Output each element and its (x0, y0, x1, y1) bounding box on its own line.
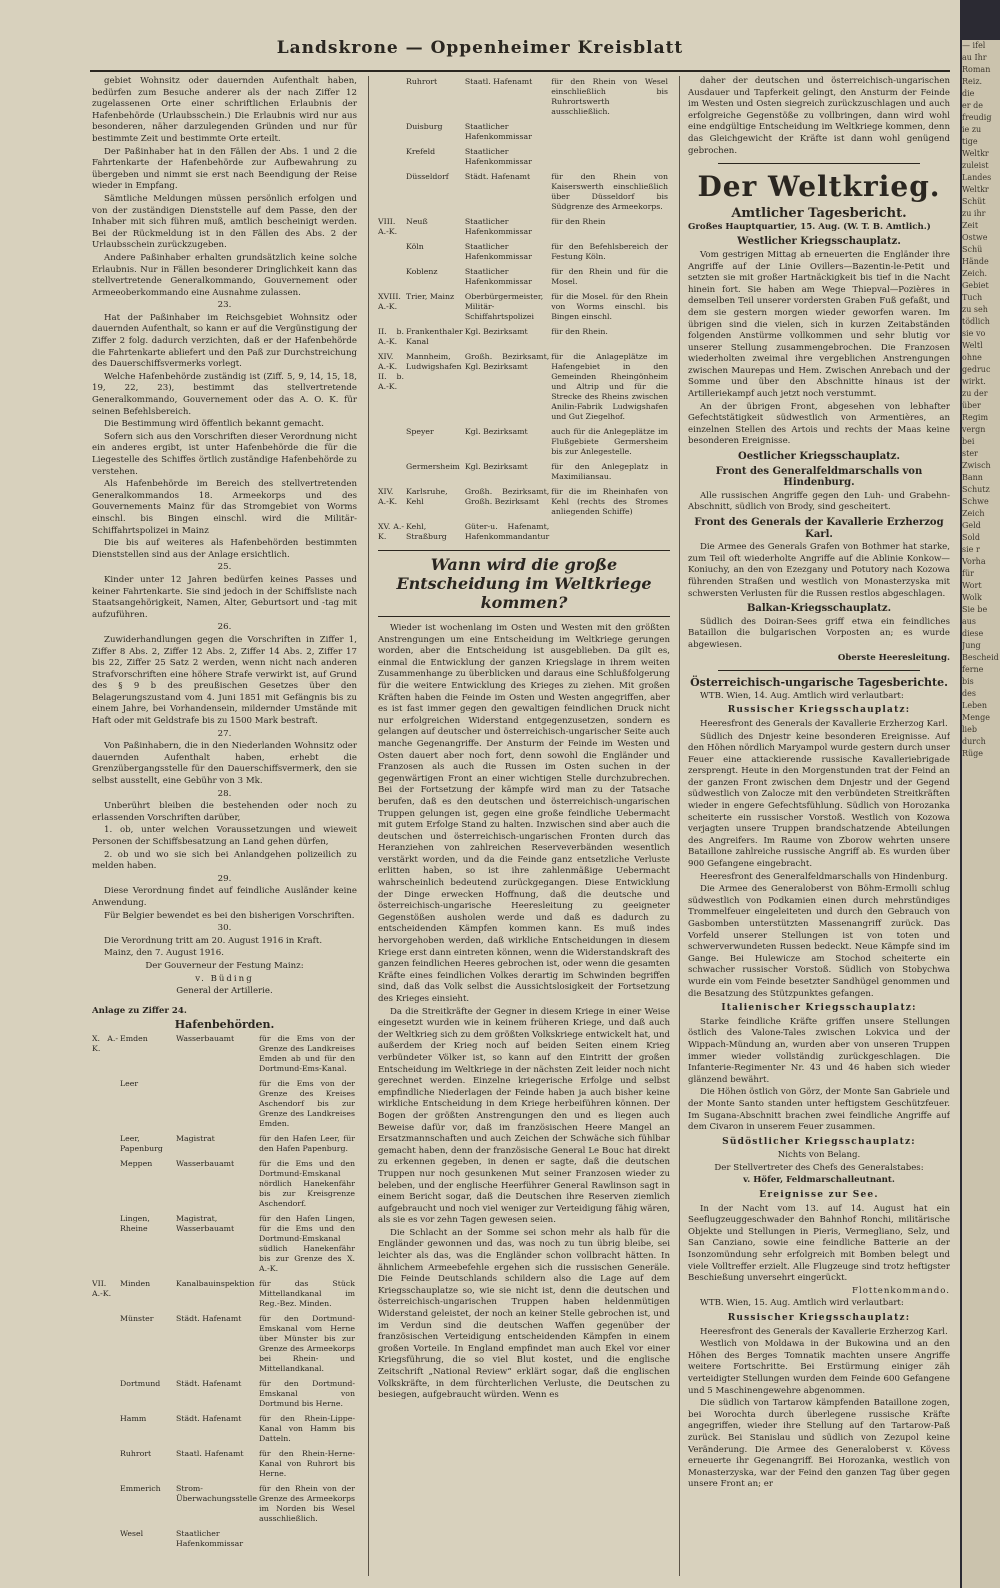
column-divider (368, 76, 369, 1576)
table-cell: für den Dortmund-Emskanal vom Herne über Münster bis zur Grenze des Armeekorps bei Rhein- und Mittellandkanal. (259, 1313, 355, 1373)
section-28 (92, 801, 357, 873)
table-cell: Staatlicher Hafenkommissar (464, 147, 532, 166)
strip-fragment: Hände (962, 257, 989, 266)
strip-fragment: lieb (962, 725, 977, 734)
strip-fragment: Schü (962, 245, 983, 254)
strip-fragment: Menge (962, 713, 990, 722)
paragraph: 2. ob und wo sie sich bei Anlandgehen polizeilich zu melden haben. (92, 849, 357, 872)
strip-fragment: Weltl (962, 341, 983, 350)
column-2 (378, 76, 670, 1576)
table-row (378, 121, 670, 146)
table-cell: für die Mosel. für den Rhein von Worms einschl. bis Bingen einschl. (551, 292, 668, 321)
front-heading: Oestlicher Kriegsschauplatz. (738, 451, 900, 463)
table-cell: für den Hafen Lingen, für die Ems und den Dortmund-Emskanal südlich Hanekenfähr bis zur Grenze des X. A.-K. (259, 1213, 355, 1273)
paragraph: Die Höhen östlich von Görz, der Monte San Gabriele und der Monte Santo standen unter heftigstem Geschützfeuer. Im Sugana-Abschnitt brachen zwei feindliche Angriffe auf dem Civaron in unserem Feuer zusammen. (688, 1087, 950, 1133)
table-cell: für den Rhein. (551, 327, 608, 336)
paragraph: Die Armee des Generaloberst von Böhm-Ermolli schlug südwestlich von Podkamien einen durch mehrstündiges Trommelfeuer eingeleiteten und durch den Gebrauch von Gasbomben unterstützten Massenangriff zurück. Das Vorfeld unserer Stellungen ist von toten und schwerverwundeten Russen bedeckt. Neue Kämpfe sind im Gange. Bei Hulewicze am Stochod scheiterte ein schwacher russischer Vorstoß. Südlich von Stobychwa wurde ein vom Feinde besetzter Sandhügel genommen und die Besatzung des Stützpunktes gefangen. (688, 884, 950, 999)
table-cell: Staatlicher Hafenkommissar (464, 242, 532, 261)
strip-fragment: Landes (962, 173, 992, 182)
section-number: 25. (217, 562, 232, 573)
table-cell: Duisburg (406, 122, 443, 131)
table-row (92, 1313, 357, 1378)
paragraph: Zuwiderhandlungen gegen die Vorschriften in Ziffer 1, Ziffer 8 Abs. 2, Ziffer 12 Abs. 2, Ziffer 14 Abs. 2, Ziffer 17 bis 22, Ziffer 25 Satz 2 werden, wenn nicht nach anderen Strafvorschriften eine höhere Strafe verwirkt ist, auf Grund des § 9 b des preußischen Gesetzes über den Belagerungszustand vom 4. Juni 1851 mit Gefängnis bis zu einem Jahre, bei Vorhandensein, mildernder Umstände mit Haft oder mit Geldstrafe bis zu 1500 Mark bestraft. (92, 634, 357, 727)
table-cell (378, 146, 406, 171)
table-cell: Großh. Bezirksamt, Großh. Bezirksamt (464, 487, 550, 506)
table-cell: Speyer (406, 427, 434, 436)
table-cell: Städt. Hafenamt (176, 1313, 242, 1323)
strip-fragment: er de (962, 101, 983, 110)
strip-fragment: ohne (962, 353, 982, 362)
table-cell: Staatlicher Hafenkommissar (464, 217, 532, 236)
table-cell: für das Stück Mittellandkanal im Reg.-Bez. Minden. (259, 1278, 355, 1308)
strip-fragment: Wort (962, 581, 982, 590)
table-cell: Minden (120, 1278, 151, 1288)
table-cell: Großh. Bezirksamt, Kgl. Bezirksamt (464, 352, 550, 371)
table-cell (551, 146, 670, 171)
strip-fragment: Sie be (962, 605, 988, 614)
table-cell: Kgl. Bezirksamt (464, 427, 528, 436)
strip-fragment: diese (962, 629, 984, 638)
table-cell: XIV. A.-K. (378, 487, 398, 506)
table-cell: Magistrat (176, 1133, 215, 1143)
strip-fragment: für (962, 569, 974, 578)
paragraph: Westlich von Moldawa in der Bukowina und an den Höhen des Berges Tomnatik machten unsere Angriffe weitere Fortschritte. Bei Erstürmung einiger zäh verteidigter Stellungen wurden dem Feinde 600 Gefangene und 5 Maschinengewehre abgenommen. (688, 1339, 950, 1396)
table-cell: für den Dortmund-Emskanal von Dortmund bis Herne. (259, 1378, 355, 1408)
strip-fragment: tige (962, 137, 978, 146)
masthead-rule (90, 70, 950, 72)
table-cell: Karlsruhe, Kehl (406, 487, 448, 506)
divider (718, 163, 920, 164)
sea-heading: Ereignisse zur See. (759, 1190, 879, 1201)
east-report-2: Die Armee des Generals Grafen von Bothmer hat starke, zum Teil oft wiederholte Angriffe auf die Ablinie Konkow—Koniuchy, an den von Ezezgany und Potutory nach Kozowa führenden Straßen und westlich von Monasterzyska mit schwersten Verlusten für die Russen restlos abgeschlagen. (688, 542, 950, 599)
section-number: 26. (217, 622, 232, 633)
table-cell (92, 1078, 120, 1133)
table-cell: für den Befehlsbereich der Festung Köln. (551, 242, 668, 261)
annex-label: Anlage zu Ziffer 24. (92, 1005, 187, 1016)
divider (718, 670, 920, 671)
paragraph: Hat der Paßinhaber im Reichsgebiet Wohnsitz oder dauernden Aufenthalt, so kann er auf die Vergünstigung der Ziffer 2 folg. dadurch verzichten, daß er der Hafenbehörde die Fahrtenkarte abliefert und den Paß zur Durchstreichung des Dauerschiffsvermerks vorlegt. (92, 312, 357, 370)
section-30 (92, 936, 357, 960)
strip-fragment: ie zu (962, 125, 982, 134)
table-cell: für die im Rheinhafen von Kehl (rechts des Stromes anliegenden Schiffe) (551, 487, 668, 516)
table-cell: Frankenthaler Kanal (406, 327, 463, 346)
table-row (92, 1378, 357, 1413)
strip-fragment: Bescheid (962, 653, 999, 662)
strip-fragment: die (962, 89, 975, 98)
strip-fragment: Schüt (962, 197, 986, 206)
ordinance-text (92, 76, 357, 299)
table-cell: für den Rhein (551, 217, 606, 226)
table-cell: Neuß (406, 217, 428, 226)
table-cell: Köln (406, 242, 424, 251)
strip-fragment: Reiz. (962, 77, 983, 86)
front-heading: Italienischer Kriegsschauplatz: (721, 1003, 917, 1014)
table-cell: Staatl. Hafenamt (464, 77, 533, 86)
table-row (378, 426, 670, 461)
table-cell: für die Ems von der Grenze des Landkreises Emden ab und für den Dortmund-Ems-Kanal. (259, 1033, 355, 1073)
table-cell: Mannheim, Ludwigshafen (406, 352, 462, 371)
table-cell (378, 426, 406, 461)
table-cell: Oberbürgermeister, Militär-Schiffahrtspolizei (464, 292, 544, 321)
table-cell: XVIII. A.-K. (378, 292, 401, 311)
strip-fragment: bis (962, 677, 974, 686)
paragraph: Mainz, den 7. August 1916. (104, 948, 224, 959)
table-cell: Staatlicher Hafenkommissar (176, 1528, 244, 1548)
column-3 (688, 76, 950, 1576)
table-cell: Dortmund (120, 1378, 161, 1388)
table-row (378, 146, 670, 171)
table-cell: VII. A.-K. (92, 1278, 112, 1298)
table-cell: Städt. Hafenamt (176, 1413, 242, 1423)
table-cell: auch für die Anlegeplätze im Flußgebiete Germersheim bis zur Anlegestelle. (551, 427, 668, 456)
table-cell: Meppen (120, 1158, 153, 1168)
table-cell (378, 461, 406, 486)
strip-fragment: Zeich. (962, 269, 988, 278)
paragraph: Heeresfront des Generalfeldmarschalls von Hindenburg. (700, 871, 948, 882)
strip-fragment: Rüge (962, 749, 984, 758)
strip-fragment: Geld (962, 521, 981, 530)
harbor-authorities-table-cont (378, 76, 670, 546)
table-cell: Magistrat, Wasserbauamt (176, 1213, 235, 1233)
balkan-report: Südlich des Doiran-Sees griff etwa ein feindliches Bataillon die bulgarischen Vorposten an; es wurde abgewiesen. (688, 616, 950, 650)
table-cell (92, 1213, 120, 1278)
table-cell: Staatlicher Hafenkommissar (464, 122, 532, 141)
paragraph: Die Schlacht an der Somme sei schon mehr als halb für die Engländer gewonnen und das, was noch zu tun übrig bleibe, sei leichter als das, was die Engländer schon vollbracht hätten. In ähnlichem Armeebefehle ergehen sich die russischen Generäle. Die Feinde Deutschlands schildern also die Lage auf dem Kriegsschauplatze so, wie sie nicht ist, denn die deutschen und österreichisch-ungarischen Truppen haben heldenmütigen Widerstand geleistet, der noch an keiner Stelle gebrochen ist, und im Verdun sind die deutschen Waffen gegenüber der französischen Verteidigung entscheidenden Kämpfen in einem großen Vorteile. In England empfindet man auch Ekel vor einer Kriegsführung, die so viel Blut kostet, und die englische Zeitschrift „National Review“ erklärt sogar, daß die englischen Volkskräfte, in dem fürchterlichen Verluste, die Deutschen zu besiegen, aufgebraucht würden. Wenn es (378, 1227, 670, 1401)
strip-fragment: zuleist (962, 161, 989, 170)
paragraph: Unberührt bleiben die bestehenden oder noch zu erlassenden Vorschriften darüber, (92, 801, 357, 823)
table-cell (378, 241, 406, 266)
strip-fragment: sie r (962, 545, 980, 554)
section-26 (92, 635, 357, 728)
table-row (92, 1033, 357, 1078)
front-subheading: Front des Generals der Kavallerie Erzherzog Karl. (694, 517, 944, 540)
table-cell: Staatlicher Hafenkommissar (464, 267, 532, 286)
table-cell: für die Ems und den Dortmund-Emskanal nördlich Hanekenfähr bis zur Kreisgrenze Aschendorf. (259, 1158, 355, 1208)
table-row (378, 461, 670, 486)
table-cell (551, 121, 670, 146)
table-cell: Leer (120, 1078, 139, 1088)
table-row (92, 1158, 357, 1213)
table-row (378, 521, 670, 546)
table-cell: Kgl. Bezirksamt (464, 462, 528, 471)
fleet-command-signature: Flottenkommando. (851, 1285, 950, 1296)
table-cell: Hamm (120, 1413, 147, 1423)
paragraph: An der übrigen Front, abgesehen von lebhafter Gefechtstätigkeit südwestlich von Armentières, an einzelnen Stellen des Artois und rechts der Maas keine besonderen Ereignisse. (688, 401, 950, 447)
table-cell (551, 521, 670, 546)
report-heading: Österreichisch-ungarische Tagesberichte. (690, 676, 948, 690)
table-cell: Leer, Papenburg (120, 1133, 163, 1153)
table-cell: Kgl. Bezirksamt (464, 327, 528, 336)
strip-fragment: wirkt. (962, 377, 986, 386)
table-row (378, 326, 670, 351)
section-23 (92, 313, 357, 561)
section-number: 28. (217, 788, 232, 799)
report-signature: Oberste Heeresleitung. (837, 652, 950, 663)
table-cell (378, 76, 406, 121)
strip-fragment: ferne (962, 665, 984, 674)
front-heading: Südöstlicher Kriegsschauplatz: (722, 1136, 916, 1147)
strip-fragment: Bann (962, 473, 983, 482)
paragraph: Wieder ist wochenlang im Osten und Westen mit den größten Anstrengungen um eine Entscheidung im Weltkriege gerungen worden, aber die Entscheidung ist ausgeblieben. Da gilt es, einmal die Entwicklung der ganzen Kriegslage in ihrem weiten Zusammenhange zu überblicken und daraus eine Schlußfolgerung für die weitere Entwicklung des Krieges zu ziehen. Mit großen Kräften haben die Feinde im Osten und Westen angegriffen, aber es ist fast immer gegen den gewaltigen feindlichen Druck nicht nur erfolgreichen Widerstand entgegenzusetzen, sondern es gelangen auf deutscher und österreichisch-ungarischer Seite auch manche Gegenangriffe. Der Ansturm der Feinde im Westen und Osten dauert aber noch fort, denn sowohl die Engländer und Franzosen als auch die Russen im Osten suchen in der gegenwärtigen Front an einer wichtigen Stelle durchzubrechen. Bei der Fortsetzung der kämpfe wird man zu der Tatsache berufen, daß es den deutschen und österreichisch-ungarischen Truppen gelungen ist, gegen eine große feindliche Uebermacht mit gutem Erfolge Stand zu halten. Inzwischen sind aber auch die deutschen und österreichisch-ungarischen Fronten durch das Heranziehen von zahlreichen Reserveverbänden wesentlich verstärkt worden, und da die Feinde ganz entsetzliche Verluste erlitten haben, so ist ihre zahlenmäßige Uebermacht wahrscheinlich bedeutend zurückgegangen. Diese Entwicklung der Dinge erwecken Hoffnung, daß die deutsche und österreichisch-ungarische Heeresleitung zu geeigneter Gegenstößen ausholen werde und daß es dadurch zu entscheidenden Kämpfen kommen kann. Es muß indes hervorgehoben werden, daß wirkliche Entscheidungen in diesem Kriege erst dann eintreten können, wenn die Widerstandskraft des ganzen feindlichen Heeres gebrochen ist, oder wenn die gesamten Kräfte eines feindlichen Volkes derartig im Schwinden begriffen sind, daß das Volk selbst die Aussichtslosigkeit der Fortsetzung des Krieges einsieht. (378, 623, 670, 1004)
table-cell (92, 1313, 120, 1378)
strip-fragment: zu ihr (962, 209, 986, 218)
table-cell: II. b. A.-K. (378, 327, 404, 346)
table-cell: für den Anlegeplatz in Maximiliansau. (551, 462, 668, 481)
table-cell: Krefeld (406, 147, 436, 156)
table-cell: Güter-u. Hafenamt, Hafenkommandantur (464, 522, 550, 541)
paragraph: 1. ob, unter welchen Voraussetzungen und wieweit Personen der Schiffsbesatzung an Land gehen dürfen, (92, 825, 357, 847)
report-signature-name: v. Höfer, Feldmarschalleutnant. (743, 1175, 895, 1186)
table-cell (378, 171, 406, 216)
strip-fragment: Vorha (962, 557, 986, 566)
strip-fragment: des (962, 689, 976, 698)
annex-title: Hafenbehörden. (174, 1018, 275, 1032)
front-heading: Russischer Kriegsschauplatz: (727, 705, 911, 716)
table-cell (92, 1158, 120, 1213)
paragraph: Die Verordnung tritt am 20. August 1916 in Kraft. (104, 935, 323, 946)
strip-fragment: — ifel (962, 41, 986, 50)
strip-fragment: tödlich (962, 317, 990, 326)
table-cell: für den Rhein von der Grenze des Armeekorps im Norden bis Wesel ausschließlich. (259, 1483, 355, 1523)
column-1 (92, 76, 357, 1576)
strip-fragment: Leben (962, 701, 988, 710)
paragraph: Sofern sich aus den Vorschriften dieser Verordnung nicht ein anderes ergibt, ist unter Hafenbehörde die für die Liegestelle des Schiffes örtlich zuständige Hafenbehörde zu verstehen. (92, 431, 357, 477)
strip-fragment: Zwisch (962, 461, 991, 470)
strip-fragment: über (962, 401, 981, 410)
signature-rank: General der Artillerie. (176, 986, 273, 997)
front-heading: Balkan-Kriegsschauplatz. (746, 603, 892, 615)
table-row (378, 266, 670, 291)
paragraph: Sämtliche Meldungen müssen persönlich erfolgen und von der zuständigen Dienststelle auf dem Passe, den der Inhaber mit sich führen muß, amtlich bescheinigt werden. Bei der Rückmeldung ist in den Fällen des Abs. 2 der Urlaubsschein zurückzugeben. (92, 193, 357, 251)
paragraph: Als Hafenbehörde im Bereich des stellvertretenden Generalkommandos 18. Armeekorps und des Gouvernements Mainz für das Stromgebiet von Worms einschl. bis Bingen einschl. wird die Militär-Schiffahrtspolizei in Mainz (92, 479, 357, 536)
table-row (378, 351, 670, 426)
strip-fragment: au Ihr (962, 53, 987, 62)
table-cell (176, 1078, 259, 1133)
paragraph: Die südlich von Tartarow kämpfenden Bataillone zogen, bei Worochta durch überlegene russische Kräfte angegriffen, wieder ihre Stellung auf den Tartarow-Paß zurück. Bei Stanislau und südlich von Zezupol keine Veränderung. Die Armee des Generaloberst v. Kövess erneuerte ihr Gegenangriff. Bei Horozanka, westlich von Monasterzyska, war der Feind den ganzen Tag über gegen unsere Front an; er (688, 1398, 950, 1490)
table-cell (92, 1133, 120, 1158)
section-25 (92, 575, 357, 621)
table-cell: Kehl, Straßburg (406, 522, 447, 541)
table-cell: Münster (120, 1313, 154, 1323)
table-cell: Emden (120, 1033, 148, 1043)
table-cell: für die Anlageplätze im Hafengebiet in den Gemeinden Rheingönheim und Altrip und für die Strecke des Rheins zwischen Anilin-Fabrik Ludwigshafen und Gut Ziegelhof. (551, 352, 668, 421)
table-row (378, 216, 670, 241)
table-row (92, 1078, 357, 1133)
column-divider (679, 76, 680, 1576)
italian-front-report (688, 1017, 950, 1134)
paragraph: Heeresfront des Generals der Kavallerie Erzherzog Karl. (700, 1326, 948, 1337)
table-cell: Trier, Mainz (406, 292, 455, 301)
strip-fragment: Wolk (962, 593, 982, 602)
table-row (378, 171, 670, 216)
table-cell: Wesel (120, 1528, 144, 1538)
paragraph: Da die Streitkräfte der Gegner in diesem Kriege in einer Weise eingesetzt wurden wie in keinem früheren Kriege, und daß auch der Weltkrieg sich zu dem größten Volkskriege entwickelt hat, und außerdem der Krieg noch auf beiden Seiten einem Krieg verbündeter Völker ist, so kann auf den Eintritt der großen Entscheidung im Weltkriege in der nächsten Zeit leider noch nicht gerechnet werden. Einzelne kriegerische Erfolge und selbst empfindliche Niederlagen der Feinde haben ja auch bisher keine wirkliche Entscheidung in dem Kriege herbeiführen können. Der Bogen der größten Anstrengungen den und es liegen auch Beweise dafür vor, daß im französischen Heere Mangel an Ersatzmannschaften und auch Zeichen der Schwäche sich fühlbar gemacht haben, denn der französische General Le Bouc hat direkt zu erkennen gegeben, in denen er sagte, daß die deutschen Truppen nur noch gesunkenen Mut seiner Franzosen wieder zu beleben, und der englische Heerführer General Rawlinson sagt in einem Bericht sogar, daß die Deutschen ihre Reserven ziemlich aufgebraucht und noch viel weniger zur Verteidigung fähig wären, als sie es vor zehn Tagen gewesen seien. (378, 1006, 670, 1226)
paragraph: gebiet Wohnsitz oder dauernden Aufenthalt haben, bedürfen zum Besuche anderer als der nach Ziffer 12 zugelassenen Orte einer schriftlichen Erlaubnis der Hafenbehörde (Urlaubsschein.) Die Erlaubnis wird nur aus besonderen, näher darzulegenden Gründen und nur für bestimmte Zeit und bestimmte Orte erteilt. (92, 76, 357, 144)
strip-fragment: Zeit (962, 221, 979, 230)
table-row (378, 241, 670, 266)
section-27 (92, 741, 357, 787)
table-cell: Wasserbauamt (176, 1033, 235, 1043)
table-cell (92, 1448, 120, 1483)
table-cell: für den Rhein von Wesel einschließlich bis Ruhrortswerth ausschließlich. (551, 77, 668, 116)
table-cell: Lingen, Rheine (120, 1213, 150, 1233)
table-cell (259, 1528, 357, 1553)
paragraph: Vom gestrigen Mittag ab erneuerten die Engländer ihre Angriffe auf der Linie Ovillers—Bazentin-le-Petit und setzten sie mit großer Hartnäckigkeit bis tief in die Nacht hinein fort. Sie haben am Wege Thiepval—Pozières in demselben Teil unserer vordersten Graben Fuß gefaßt, und dem sie gestern morgen wieder geworfen waren. Im übrigen sind die vielen, sich in kurzen Zeitabständen folgenden Anstürme vollkommen und sehr blutig vor unserer Stellung zusammengebrochen. Die Franzosen wiederholten zweimal ihre vergeblichen Anstrengungen zwischen Maurepas und Hem. Zwischen Anrebach und der Somme und über den Abschnitte hinaus ist der Artilleriekampf auch jetzt noch verstummt. (688, 249, 950, 400)
table-cell (92, 1378, 120, 1413)
masthead: Landskrone — Oppenheimer Kreisblatt (276, 38, 684, 58)
southeast-report: Nichts von Belang. (777, 1150, 861, 1161)
paragraph: Für Belgier bewendet es bei den bisherigen Vorschriften. (104, 910, 355, 921)
table-cell (92, 1483, 120, 1528)
paragraph: Heeresfront des Generals der Kavallerie Erzherzog Karl. (700, 718, 948, 729)
table-cell (378, 266, 406, 291)
strip-fragment: aus (962, 617, 977, 626)
section-number: 30. (217, 923, 232, 934)
table-cell: VIII. A.-K. (378, 217, 398, 236)
table-cell: für den Rhein-Lippe-Kanal von Hamm bis Datteln. (259, 1413, 355, 1443)
strip-fragment: Schutz (962, 485, 990, 494)
report-signature: Der Stellvertreter des Chefs des Generalstabes: (714, 1162, 924, 1173)
paragraph: Welche Hafenbehörde zuständig ist (Ziff. 5, 9, 14, 15, 18, 19, 22, 23), bestimmt das stellvertretende Generalkommando, Gouvernement oder das A. O. K. für seinen Befehlsbereich. (92, 371, 357, 417)
table-cell (92, 1413, 120, 1448)
strip-fragment: Zeich (962, 509, 985, 518)
table-cell (92, 1528, 120, 1553)
strip-fragment: Ostwe (962, 233, 988, 242)
table-cell: für den Hafen Leer, für den Hafen Papenburg. (259, 1133, 355, 1153)
strip-fragment: Regim (962, 413, 989, 422)
front-subheading: Front des Generalfeldmarschalls von Hindenburg. (715, 465, 923, 489)
table-row (92, 1278, 357, 1313)
front-heading: Russischer Kriegsschauplatz: (727, 1313, 911, 1323)
report-heading: Amtlicher Tagesbericht. (731, 206, 907, 222)
paragraph: Andere Paßinhaber erhalten grundsätzlich keine solche Erlaubnis. Nur in Fällen besonderer Dringlichkeit kann das stellvertretende Generalkommando, Gouvernement oder Armeeoberkommando eine Ausnahme zulassen. (92, 252, 357, 298)
strip-fragment: Tuch (962, 293, 983, 302)
table-row (92, 1213, 357, 1278)
strip-fragment: Gebiet (962, 281, 989, 290)
article-body (378, 623, 670, 1402)
table-cell: Koblenz (406, 267, 438, 276)
strip-fragment: Schwe (962, 497, 989, 506)
strip-fragment: Weltkr (962, 149, 989, 158)
table-row (378, 291, 670, 326)
paragraph: Diese Verordnung findet auf feindliche Ausländer keine Anwendung. (92, 886, 357, 908)
strip-fragment: gedruc (962, 365, 991, 374)
table-cell: X. A.-K. (92, 1033, 118, 1053)
strip-fragment: Roman (962, 65, 991, 74)
section-number: 29. (217, 873, 232, 884)
strip-fragment: Weltkr (962, 185, 989, 194)
table-row (378, 486, 670, 521)
table-row (92, 1528, 357, 1553)
table-row (92, 1483, 357, 1528)
section-29 (92, 886, 357, 922)
austrian-report-1 (688, 719, 950, 1000)
table-cell: für den Rhein von Kaiserswerth einschließlich über Düsseldorf bis Südgrenze des Armeekorps. (551, 172, 668, 211)
table-cell: für die Ems von der Grenze des Kreises Aschendorf bis zur Grenze des Landkreises Emden. (259, 1078, 355, 1128)
strip-fragment: zu seh (962, 305, 988, 314)
paragraph: Von Paßinhabern, die in den Niederlanden Wohnsitz oder dauernden Aufenthalt haben, erhebt die Grenzübergangsstelle für den Dauerschiffsvermerk, den sie selbst ausstellt, eine Gebühr von 3 Mk. (92, 741, 357, 787)
harbor-authorities-table (92, 1033, 357, 1553)
strip-fragment: durch (962, 737, 986, 746)
strip-fragment: Jung (962, 641, 981, 650)
table-cell: für den Rhein-Herne-Kanal von Ruhrort bis Herne. (259, 1448, 355, 1478)
table-cell: Städt. Hafenamt (176, 1378, 242, 1388)
table-cell: Düsseldorf (406, 172, 449, 181)
table-cell: XV. A.-K. (378, 522, 404, 541)
table-cell: XIV. A.-K. II. b. A.-K. (378, 352, 404, 391)
west-report (688, 250, 950, 448)
strip-fragment: freudig (962, 113, 992, 122)
table-cell: Germersheim (406, 462, 460, 471)
strip-fragment: vergn (962, 425, 986, 434)
dateline: Großes Hauptquartier, 15. Aug. (W. T. B. Amtlich.) (688, 221, 931, 232)
paragraph: Kinder unter 12 Jahren bedürfen keines Passes und keiner Fahrtenkarte. Sie sind jedoch in der Schiffsliste nach Staatsangehörigkeit, Namen, Alter, Geburtsort und -tag mit aufzuführen. (92, 574, 357, 620)
table-cell: Wasserbauamt (176, 1158, 235, 1168)
table-row (92, 1133, 357, 1158)
signature-name: v. Büding (195, 973, 254, 984)
table-cell: Ruhrort (406, 77, 438, 86)
table-cell: Strom-Überwachungsstelle (176, 1483, 257, 1503)
paragraph: Die Bestimmung wird öffentlich bekannt gemacht. (104, 419, 325, 430)
table-cell: Staatl. Hafenamt (176, 1448, 244, 1458)
dateline: WTB. Wien, 14. Aug. Amtlich wird verlautbart: (700, 690, 904, 701)
paragraph: Die bis auf weiteres als Hafenbehörden bestimmten Dienststellen sind aus der Anlage ersichtlich. (92, 538, 357, 560)
dateline: WTB. Wien, 15. Aug. Amtlich wird verlautbart: (700, 1298, 904, 1309)
section-number: 23. (217, 300, 232, 311)
section-number: 27. (217, 728, 232, 739)
next-page-edge (962, 40, 1000, 1588)
austrian-report-2 (688, 1327, 950, 1491)
paragraph: Der Paßinhaber hat in den Fällen der Abs. 1 und 2 die Fahrtenkarte der Hafenbehörde zur Aufbewahrung zu übergeben und nimmt sie erst nach Beendigung der Reise wieder in Empfang. (92, 146, 357, 192)
table-cell (378, 121, 406, 146)
east-report-1: Alle russischen Angriffe gegen den Luh- und Grabehn-Abschnitt, südlich von Brody, sind gescheitert. (688, 490, 950, 513)
strip-fragment: sie vo (962, 329, 986, 338)
strip-fragment: bei (962, 437, 975, 446)
front-heading: Westlicher Kriegsschauplatz. (737, 236, 901, 248)
paragraph: Starke feindliche Kräfte griffen unsere Stellungen östlich des Valone-Tales zwischen Lokvica und der Wippach-Mündung an, wurden aber von unseren Truppen immer wieder vollständig zurückgeschlagen. Die Infanterie-Regimenter Nr. 43 und 46 haben sich wieder glänzend bewährt. (688, 1016, 950, 1085)
table-cell: für den Rhein und für die Mosel. (551, 267, 668, 286)
section-heading-weltkrieg: Der Weltkrieg. (697, 170, 941, 204)
sea-report: In der Nacht vom 13. auf 14. August hat ein Seeflugzeuggeschwader den Bahnhof Ronchi, militärische Objekte und Stellungen in Pieris, Vermegliano, Selz, und San Canziano, sowie eine feindliche Batterie an der Isonzomündung sehr erfolgreich mit Bomben belegt und viele Volltreffer erzielt. Alle Flugzeuge sind trotz heftigster Beschießung unversehrt eingerückt. (688, 1203, 950, 1284)
table-row (92, 1413, 357, 1448)
signature-line: Der Gouverneur der Festung Mainz: (145, 960, 304, 971)
strip-fragment: Sold (962, 533, 980, 542)
table-row (92, 1448, 357, 1483)
table-row (378, 76, 670, 121)
table-cell: Emmerich (120, 1483, 161, 1493)
paragraph: Südlich des Dnjestr keine besonderen Ereignisse. Auf den Höhen nördlich Maryampol wurde gestern durch unser Feuer eine attackierende russische Kavalleriebrigade zersprengt. Heute in den Morgenstunden trat der Feind an der ganzen Front zwischen dem Dnjestr und der Gegend südwestlich von Zalocze mit den verbündeten Streitkräften wieder in engere Gefechtsfühlung. Südlich von Horozanka scheiterte ein russischer Vorstoß. Westlich von Kozowa verjagten unsere Truppen brandschatzende Abteilungen des Angreifers. Im Raume von Zborow wehrten unsere Bataillone zahlreiche russische Angriff ab. Es wurden über 900 Gefangene eingebracht. (688, 731, 950, 870)
table-cell: Kanalbauinspektion (176, 1278, 255, 1288)
table-cell: Ruhrort (120, 1448, 152, 1458)
strip-fragment: zu der (962, 389, 988, 398)
article-ending: daher der deutschen und österreichisch-ungarischen Ausdauer und Tapferkeit gelingt, den Ansturm der Feinde im Westen und Osten siegreich zurückzuschlagen und auch erfolgreiche Gegenstöße zu vollbringen, dann wird wohl eine endgültige Entscheidung im Weltkriege kommen, denn das Gleichgewicht der Kräfte ist dann wohl genügend gebrochen. (688, 76, 950, 156)
article-headline: Wann wird die große Entscheidung im Weltkriege kommen? (378, 550, 670, 617)
strip-fragment: ster (962, 449, 978, 458)
table-cell: Städt. Hafenamt (464, 172, 531, 181)
